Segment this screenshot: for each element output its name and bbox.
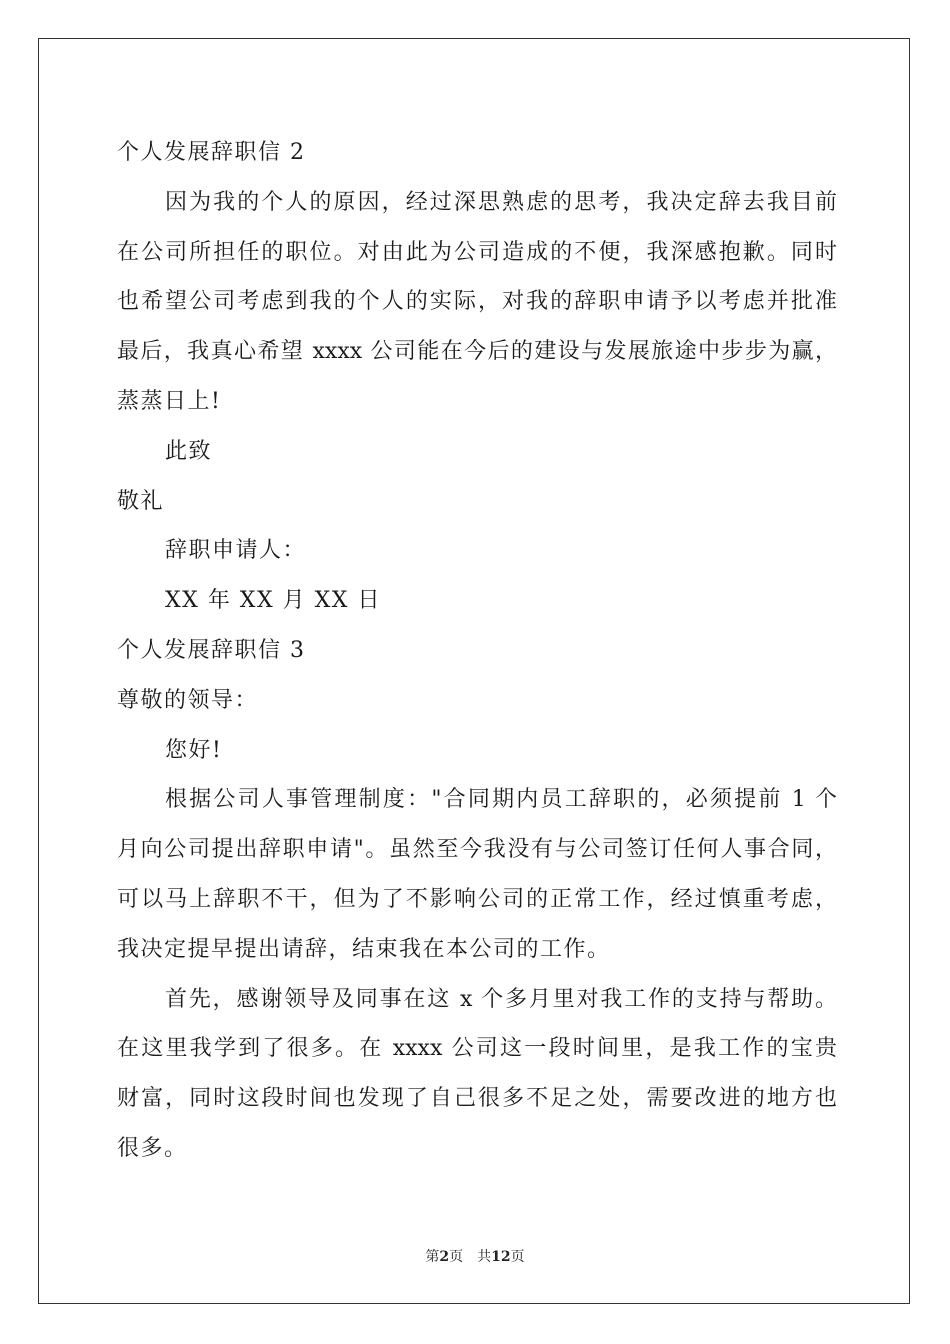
text-line: 此致 bbox=[165, 438, 213, 464]
text-line: 敬礼 bbox=[117, 488, 165, 514]
text-line: 也希望公司考虑到我的个人的实际，对我的辞职申请予以考虑并批准 bbox=[117, 289, 837, 315]
total-pages: 12 bbox=[491, 1249, 511, 1265]
text-line: 辞职申请人： bbox=[165, 538, 307, 564]
text-line: 个人发展辞职信 2 bbox=[117, 140, 306, 165]
text-line: 根据公司人事管理制度："合同期内员工辞职的，必须提前 1 个 bbox=[165, 787, 837, 813]
text-line: 因为我的个人的原因，经过深思熟虑的思考，我决定辞去我目前 bbox=[165, 189, 837, 215]
text-line: 财富，同时这段时间也发现了自己很多不足之处，需要改进的地方也 bbox=[117, 1086, 837, 1112]
text-line: 您好! bbox=[165, 737, 223, 763]
text-line: 可以马上辞职不干，但为了不影响公司的正常工作，经过慎重考虑， bbox=[117, 886, 837, 912]
page-footer bbox=[0, 1246, 950, 1266]
document-body bbox=[117, 128, 837, 1174]
text-line: 蒸蒸日上! bbox=[117, 388, 222, 414]
text-line: 个人发展辞职信 3 bbox=[117, 637, 306, 663]
total-suffix: 页 bbox=[510, 1249, 525, 1265]
text-line: 很多。 bbox=[117, 1135, 188, 1161]
page-number: 2 bbox=[439, 1249, 450, 1265]
text-line: 在这里我学到了很多。在 xxxx 公司这一段时间里，是我工作的宝贵 bbox=[117, 1036, 837, 1062]
page-prefix: 第 bbox=[425, 1249, 440, 1265]
text-line: 月向公司提出辞职申请"。虽然至今我没有与公司签订任何人事合同， bbox=[117, 837, 837, 863]
text-line: 尊敬的领导： bbox=[117, 687, 259, 713]
total-prefix: 共 bbox=[477, 1249, 492, 1265]
text-line: 首先，感谢领导及同事在这 x 个多月里对我工作的支持与帮助。 bbox=[165, 986, 837, 1012]
text-line: 我决定提早提出请辞，结束我在本公司的工作。 bbox=[117, 936, 611, 962]
text-line: 在公司所担任的职位。对由此为公司造成的不便，我深感抱歉。同时 bbox=[117, 239, 837, 265]
text-line: 最后，我真心希望 xxxx 公司能在今后的建设与发展旅途中步步为赢， bbox=[117, 339, 837, 365]
page-suffix: 页 bbox=[449, 1249, 464, 1265]
text-line: XX 年 XX 月 XX 日 bbox=[165, 588, 381, 614]
